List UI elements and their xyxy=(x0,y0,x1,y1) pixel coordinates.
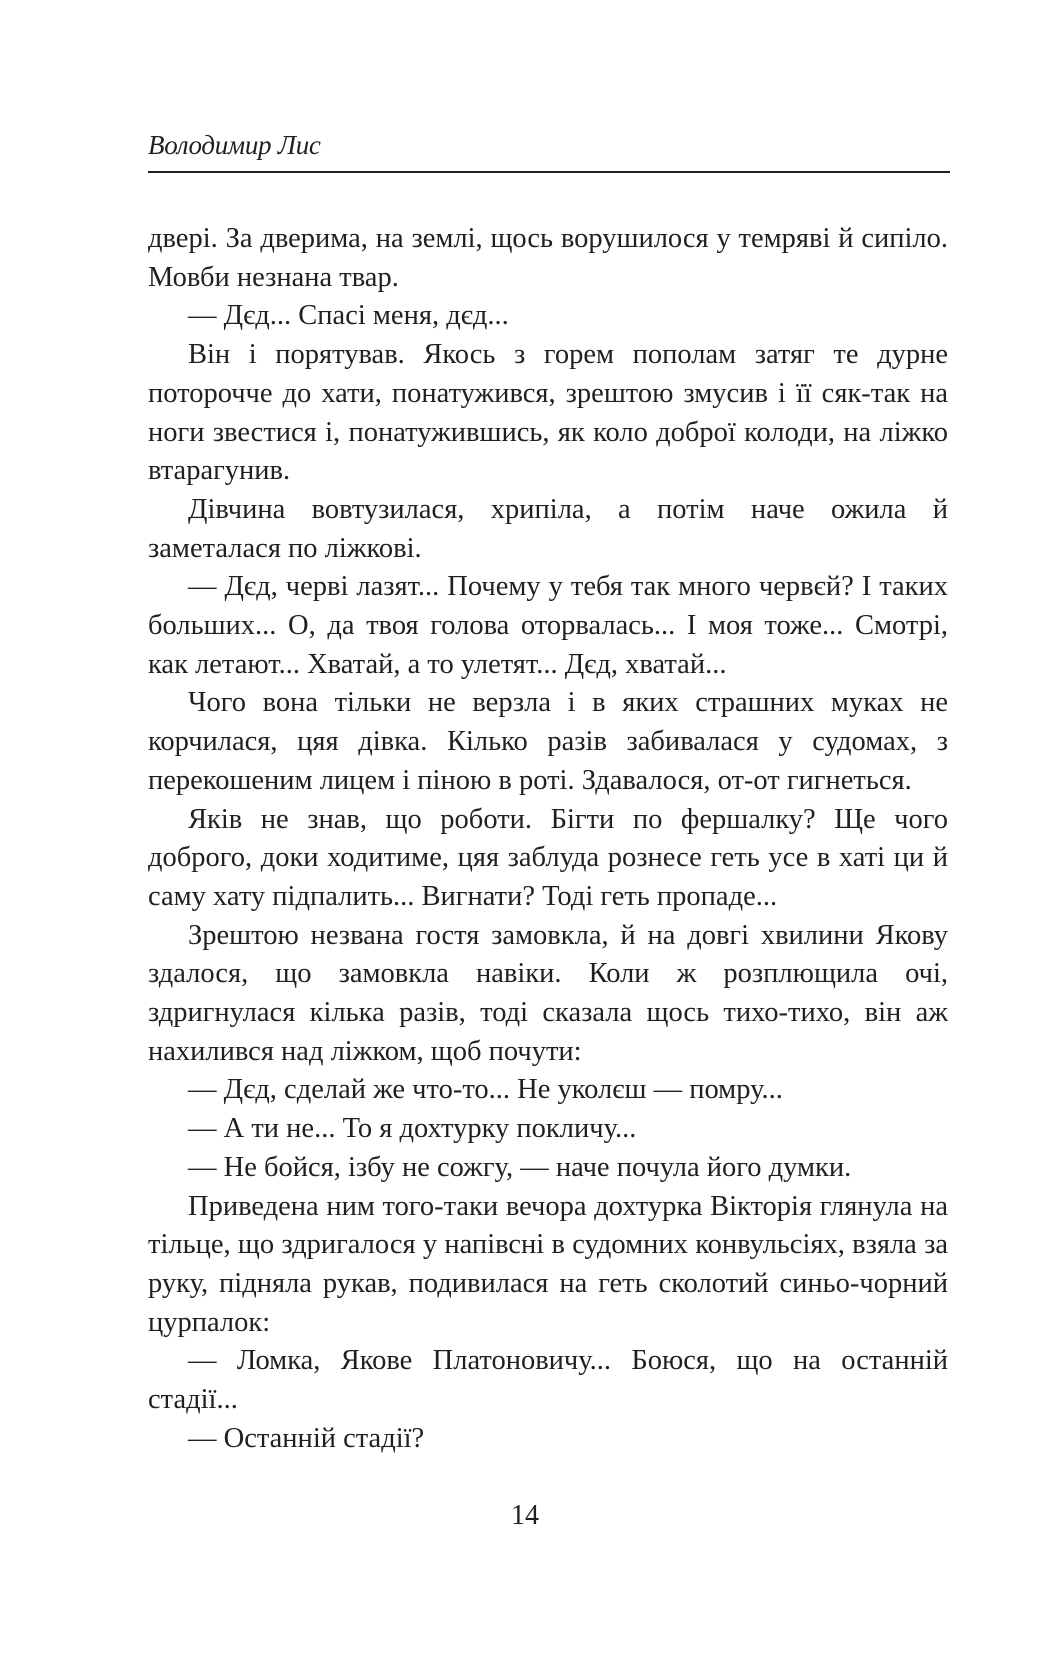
paragraph: — Не бойся, ізбу не сожгу, — наче почула його думки. xyxy=(188,1151,852,1183)
paragraph: Він і порятував. Якось з горем пополам затяг те дурне поторочче до хати, понатужився, зрештою змусив і її сяк-так на ноги звестися і, понатужившись, як коло доброї колоди, на ліжко втарагунив. xyxy=(148,339,948,487)
paragraph: — Дєд... Спасі меня, дєд... xyxy=(188,300,509,332)
paragraph: — Дєд, сделай же что-то... Не уколєш — помру... xyxy=(188,1074,783,1106)
paragraph: Чого вона тільки не верзла і в яких страшних муках не корчилася, цяя дівка. Кілько разів забивалася у судомах, з перекошеним лицем і піною в роті. Здавалося, от-от гигнеться. xyxy=(148,687,948,796)
paragraph: Яків не знав, що роботи. Бігти по фершалку? Ще чого доброго, доки ходитиме, цяя заблуда рознесе геть усе в хаті ци й саму хату підпалить... Вигнати? Тоді геть пропаде... xyxy=(148,803,948,912)
paragraph: Зрештою незвана гостя замовкла, й на довгі хвилини Якову здалося, що замовкла навіки. Коли ж розплющила очі, здригнулася кілька разів, тоді сказала щось тихо-тихо, він аж нахилився над ліжком, щоб почути: xyxy=(148,919,948,1067)
paragraph: — Дєд, черві лазят... Почему у тебя так много червєй? І таких больших... О, да твоя голова оторвалась... І моя тоже... Смотрі, как летают... Хватай, а то улетят... Дєд, хватай... xyxy=(148,571,948,680)
running-head-author: Володимир Лис xyxy=(148,130,321,160)
header-rule xyxy=(148,171,950,173)
paragraph: — Останній стадії? xyxy=(188,1422,425,1454)
paragraph: — Ломка, Якове Платоновичу... Боюся, що на останній стадії... xyxy=(148,1345,948,1416)
paragraph: — А ти не... То я дохтурку покличу... xyxy=(188,1113,637,1145)
paragraph: двері. За дверима, на землі, щось ворушилося у темряві й сипіло. Мовби незнана твар. xyxy=(148,223,948,293)
paragraph: Приведена ним того-таки вечора дохтурка Вікторія глянула на тільце, що здригалося у напівсні в судомних конвульсіях, взяла за руку, підняла рукав, подивилася на геть сколотий синьо-чорний цурпалок: xyxy=(148,1190,948,1338)
paragraph: Дівчина вовтузилася, хрипіла, а потім наче ожила й заметалася по ліжкові. xyxy=(148,493,948,564)
page-number: 14 xyxy=(511,1500,539,1531)
body-text xyxy=(148,220,948,1459)
